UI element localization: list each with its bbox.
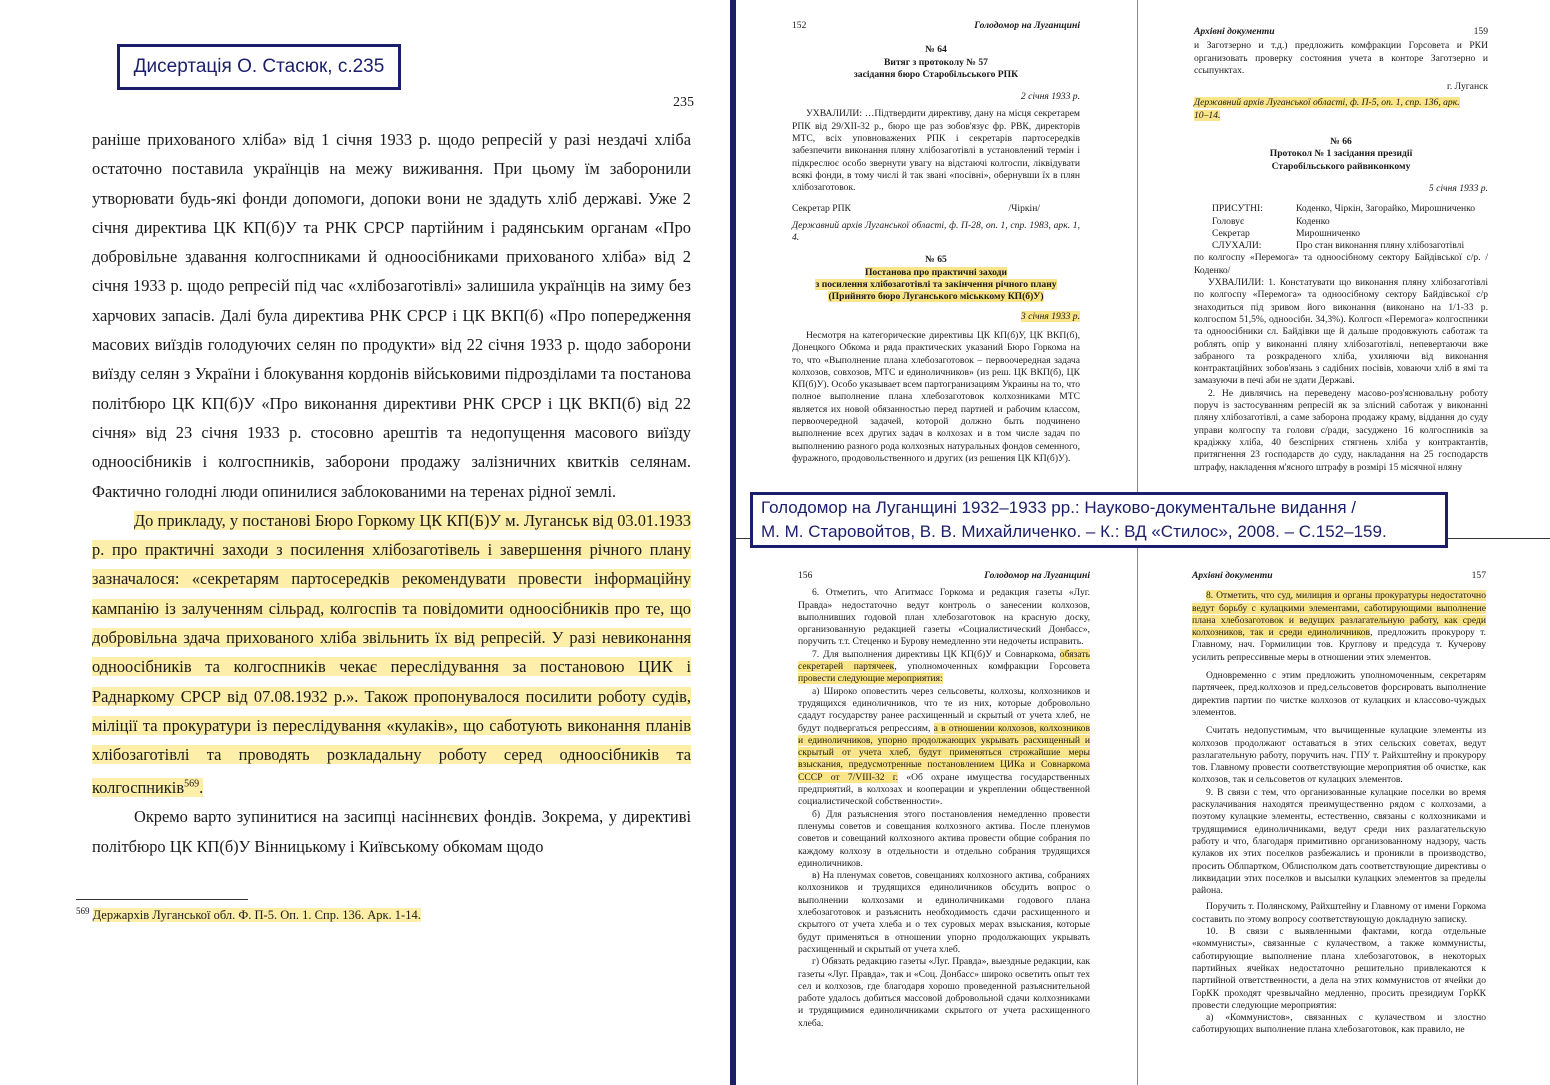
page-number: 159 bbox=[1473, 26, 1488, 37]
doc-text: УХВАЛИЛИ: …Підтвердити директиву, дану на місця секретарем РПК від 29/ХІІ-32 р., бюро ще раз зобов'язує фр. РВК, директорів МТС, всіх уповноважених РПК і секретарів партосередків забезпечити виконання пляну хлібозаготівлі в установлений термін і підкреслює особо звернути увагу на відстаючі колгоспи, ліквідувати всякі фонди, в тому числі й так звані «посівні», обернувши їх в плян хлібозаготовок. bbox=[792, 108, 1080, 194]
page-header bbox=[798, 570, 1090, 582]
doc-text: б) Для разъяснения этого постановления немедленно провести пленумы советов и совещания колхозного актива. После пленумов советов и совещаний колхозного актива провести общие собрания по каждому колхозу в отдельности и отдельно собрания трудящихся единоличников. bbox=[798, 808, 1090, 869]
citation-line: М. М. Старовойтов, В. В. Михайличенко. – К.: ВД «Стилос», 2008. – С.152–159. bbox=[761, 522, 1387, 541]
page-number: 156 bbox=[798, 570, 813, 581]
attendance-row: Головує Коденко bbox=[1212, 215, 1330, 227]
footnote-number: 569 bbox=[76, 906, 90, 916]
page-number: 157 bbox=[1471, 570, 1486, 581]
doc-text: 2. Не дивлячись на переведену масово-роз'яснювальну роботу поруч із застосуванням репресій як за злісний саботаж у виконанні пляну хлібозаготівлі, а саме заборона продажу краму, віддання до суду управи колгоспу та голови с/ради, засуджено 16 колгоспників за крадіжку хліба, 40 безспірних стягнень хліба у контрактантів, притягнення 23 господарств до суду, накладання на 25 господарств штрафу, накладення м'ясного штрафу в розмірі 15 місячної нляну bbox=[1194, 387, 1488, 473]
attendance-row: Секретар Мирошниченко bbox=[1212, 227, 1361, 239]
doc-title: Протокол № 1 засідання президії bbox=[1269, 148, 1413, 160]
attendance-row: СЛУХАЛИ: Про стан виконання пляну хлібозаготівлі bbox=[1212, 240, 1465, 252]
doc-text: и Заготзерно и т.д.) предложить комфракции Горсовета и РКИ организовать проверку состояния учета в конторе Заготзерно и ссыпунктах. bbox=[1194, 40, 1488, 76]
doc-text: Считать недопустимым, что вычищенные кулацкие элементы из колхозов продолжают оставаться в этих сельских советах, ведут разлагательную работу, поручить нач. ГПУ т. Райхштейну и прокурору тов. Главному провести соответствующие мероприятия об очистке, как колхозов, так и сельсоветов от кулацких элементов. bbox=[1192, 725, 1486, 786]
footnote-reference: 569 bbox=[184, 778, 200, 790]
doc-number: № 64 bbox=[925, 44, 947, 56]
doc-title: Старобільського райвиконкому bbox=[1271, 160, 1411, 172]
book-spine-bottom bbox=[1137, 548, 1138, 1085]
book-citation-box bbox=[750, 492, 1448, 548]
dissertation-body bbox=[92, 125, 691, 861]
dissertation-page-number: 235 bbox=[673, 95, 694, 110]
book-page-157 bbox=[1192, 570, 1486, 1037]
doc-text: а) Широко оповестить через сельсоветы, колхозы, колхозников и трудящихся единоличников, что те из них, которые добровольно сдадут государству ранее расхищенный и скрытый от учета хлеб, не будут подвергаться репрессиям, а в отношении колхозов, колхозников и единоличников, упорно продолжающих укрывать расхищенный и скрытый от учета хлеб, будут применяться строжайшие меры взыскания, предусмотренные постановлением ЦИКа и Совнаркома СССР от 7/VIII-32 г. «Об охране имущества государственных предприятий, в колхозах и кооперации и укреплении общественной социалистической собственности». bbox=[798, 685, 1091, 808]
running-title: Голодомор на Луганщині bbox=[974, 20, 1080, 31]
doc-title: засідання бюро Старобільського РПК bbox=[853, 68, 1019, 80]
doc-text: по колгоспу «Перемога» та одноосібному сектору Байдівської с/р. /Коденко/ bbox=[1194, 252, 1488, 276]
page-header bbox=[1192, 570, 1486, 582]
book-spine-top bbox=[1137, 0, 1138, 492]
highlighted-quote: До прикладу, у постанові Бюро Горкому ЦК КП(Б)У м. Луганськ від 03.01.1933 р. про практичні заходи з посилення хлібозаготівель і завершення річного плану зазначалося: «секретарям партосередків рекомендувати провести інформаційну кампанію із залученням сільрад, колгоспів та повідомити одноосібників про те, що добровільна здача прихованого хліба звільнить їх від репресій. У разі невиконання одноосібників та колгоспників чекає переслідування за постановою ЦИК і Раднаркому СРСР від 07.08.1932 р.». Також пропонувалося посилити роботу судів, міліції та прокуратури із переслідування «кулаків», що саботують виконання планів хлібозаготівлі та проводять розкладальну роботу серед одноосібників та колгоспників$^{569}$. bbox=[92, 510, 691, 797]
citation-line: Голодомор на Луганщині 1932–1933 рр.: Науково-документальне видання / bbox=[761, 498, 1357, 517]
doc-text: 10. В связи с выявленными фактами, когда отдельные «коммунисты», связанные с кулачеством, а также коммунисты, саботирующие выполнение плана хлебозаготовок, в некоторых партийных ячейках недостаточно решительно привлекаются к партийной ответственности, а дела на этих коммунистов от ячейки до ГорКК проходят чрезвычайно медленно, просить президиум ГорКК провести следующие мероприятия: bbox=[1192, 926, 1486, 1011]
doc-number: № 66 bbox=[1330, 136, 1352, 148]
doc-title: (Прийнято бюро Луганського міськкому КП(б)У) bbox=[828, 291, 1044, 303]
running-title: Голодомор на Луганщині bbox=[984, 570, 1090, 581]
attendance-row: ПРИСУТНІ: Коденко, Чіркін, Загорайко, Мирошниченко bbox=[1212, 203, 1476, 215]
footnote bbox=[76, 906, 421, 923]
doc-place: г. Луганск bbox=[1447, 81, 1488, 93]
doc-text: в) На пленумах советов, совещаниях колхозного актива, собраниях колхозников и трудящихся единоличников обсудить вопрос о выполнении колхозами и единоличниками годового плана хлебозаготовок и разъяснить необходимость сдачи расхищенного и скрытого от учета хлеба и о тех суровых мерах взыскания, которые будут применяться в отношении упорно продолжающих укрывать расхищенный и скрытый от учета хлеб. bbox=[798, 870, 1090, 955]
attendance-table bbox=[1212, 203, 1475, 252]
doc-number: № 65 bbox=[925, 254, 947, 266]
doc-text: Поручить т. Полянскому, Райхштейну и Главному от имени Горкома составить по этому вопросу соответствующую докладную записку. bbox=[1192, 901, 1486, 925]
doc-title: Постанова про практичні заходи bbox=[864, 266, 1008, 278]
doc-title: з посилення хлібозаготівлі та закінчення річного плану bbox=[815, 279, 1057, 291]
archive-reference: Державний архів Луганської області, ф. П-28, оп. 1, спр. 1983, арк. 1, 4. bbox=[792, 219, 1080, 244]
doc-text: УХВАЛИЛИ: 1. Констатувати що виконання пляну хлібозаготівлі по колгоспу «Перемога» та одноосібному сектору Байдівської с/р знаходиться під зривом його виконання (виконано на 1/1-33 р. колгоспом 51,5%, одноосібн. 34,3%). Колгосп «Перемога» колгоспники та одноосібники сл. Байдівки ще й дальше продовжують саботаж та роблять опір у виконанні пляну хлібозаготівлі, непевертаючи вже забраного та розкраденого хліба, ухиляючи від виконання контрактаційних зобов'язань з садібних посівів, ховаючи хліб в ямі та замазуючи в печі аби не здати Державі. bbox=[1194, 277, 1488, 387]
doc-date: 3 січня 1933 р. bbox=[1020, 310, 1080, 322]
book-page-159 bbox=[1194, 26, 1488, 474]
doc-text: г) Обязать редакцию газеты «Луг. Правда», выездные редакции, как газеты «Луг. Правда», так и «Соц. Донбасс» широко осветить опыт тех сел и колхозов, где благодаря хорошо проведенной разъяснительной работе удалось добиться массовой добровольной сдачи колхозниками и трудящимися единоличниками скрытого от учета расхищенного хлеба. bbox=[798, 956, 1090, 1029]
doc-text: Одновременно с этим предложить уполномоченным, секретарям партячеек, пред.колхозов и пред.сельсоветов форсировать выполнение директив партии по чистке колхозов от кулацких и классово-чуждых элементов. bbox=[1192, 670, 1486, 718]
page-header bbox=[792, 20, 1080, 32]
archive-reference: Державний архів Луганської області, ф. П-5, оп. 1, спр. 136, арк. 10–14. bbox=[1194, 97, 1460, 121]
doc-text: 7. Для выполнения директивы ЦК КП(б)У и Совнаркома, обязать секретарей партячеек, уполномоченных комфракции Горсовета провести следующие мероприятия: bbox=[798, 648, 1090, 685]
doc-date: 5 січня 1933 р. bbox=[1428, 182, 1488, 194]
signature: Секретар РПК /Чіркін/ bbox=[792, 202, 1040, 214]
dissertation-paragraph-2 bbox=[92, 506, 691, 802]
doc-text: 8. Отметить, что суд, милиция и органы прокуратуры недостаточно ведут борьбу с кулацкими элементами, саботирующими выполнение плана хлебозаготовок и ведущих разлагательную работу, как среди колхозников, так и среди единоличников, предложить прокурору т. Главному, нач. Гормилиции тов. Круглову и предсуда т. Кучерову усилить репрессивные меры в отношении этих элементов. bbox=[1192, 590, 1486, 663]
doc-title: Витяг з протоколу № 57 bbox=[884, 56, 988, 68]
book-page-156 bbox=[798, 570, 1090, 1030]
book-page-152 bbox=[792, 20, 1080, 465]
main-divider bbox=[730, 0, 736, 1085]
running-title: Архівні документи bbox=[1194, 26, 1275, 37]
page-number: 152 bbox=[792, 20, 807, 31]
doc-text: 9. В связи с тем, что организованные кулацкие поселки во время раскулачивания находятся преимущественно рядом с колхозами, а поэтому кулацкие элементы, естественно, связаны с колхозниками и трудящимися единоличниками, ведут среди них разлагательскую работу и что, благодаря примитивно организованному надзору, часть кулаков их этих поселков разбежались и проникли в производство, просить Облпартком, Облисполком дать соответствующие директивы о ликвидации этих поселков и высылки кулацких элементов за пределы района. bbox=[1192, 786, 1486, 897]
dissertation-paragraph-1: раніше прихованого хліба» від 1 січня 1933 р. щодо репресій у разі нездачі хліба остаточно поставила українців на межу виживання. При цьому їм заборонили утворювати будь-які фонди допомоги, допоки вони не здадуть хліб державі. Уже 2 січня директива ЦК КП(б)У та РНК СРСР партійним і радянським органам «Про добровільне здавання колгоспниками й одноосібниками прихованого хліба» від 2 січня 1933 р. щодо репресій під час «хлібозаготівлі» залишила українців на зиму без харчових запасів. Далі була директива РНК СРСР і ЦК ВКП(б) «Про попередження масових виїздів голодуючих селян по продукти» від 22 січня 1933 р. щодо заборони виїзду селян з України і блокування кордонів військовими підрозділами та постанова політбюро ЦК КП(б)У «Про виконання директиви РНК СРСР і ЦК ВКП(б) від 22 січня» від 23 січня 1933 р. стосовно арештів та недопущення масового виїзду одноосібників і колгоспників, заборони продажу залізничних квитків селянам. Фактично голодні люди опинилися заблокованими на теренах рідної землі. bbox=[92, 130, 691, 501]
footnote-text: Держархів Луганської обл. Ф. П-5. Оп. 1. Спр. 136. Арк. 1-14. bbox=[92, 908, 421, 923]
doc-text: Несмотря на категорические директивы ЦК КП(б)У, ЦК ВКП(б), Донецкого Обкома и ряда практических указаний Бюро Горкома на то, что «Выполнение плана хлебозаготовок – первоочередная задача колхозов, совхозов, МТС и единоличников» (из реш. ЦК ВКП(б), ЦК КП(б)У). Особо указывает всем партогранизациям Украины на то, что полное выполнение плана хлебозаготовок колхозниками МТС является их новой обязанностью перед партией и рабочим классом, первоочередной задачей, которой должно быть подчинено выполнение всех других задач в колхозах и в том числе задач по выполнению разного рода колхозных натуральных фондов семенного, фуражного, продовольственного и других (из решения ЦК КП(б)У). bbox=[792, 329, 1080, 464]
dissertation-paragraph-3: Окремо варто зупинитися на засипці насіннєвих фондів. Зокрема, у директиві політбюро ЦК КП(б)У Вінницькому і Київському обкомам щодо bbox=[92, 807, 691, 856]
footnote-divider bbox=[76, 899, 248, 900]
doc-text: 6. Отметить, что Агитмасс Горкома и редакция газеты «Луг. Правда» недостаточно ведут контроль о занесении колхозов, выполнивших годовой план хлебозаготовок на красную доску, организованную редакцией газеты «Социалистический Донбасс», поручить т.т. Стеценко и Бурову немедленно эти недочеты исправить. bbox=[798, 587, 1090, 648]
dissertation-source-label: Дисертація О. Стасюк, с.235 bbox=[117, 44, 401, 90]
doc-date: 2 січня 1933 р. bbox=[1020, 91, 1080, 103]
page-header bbox=[1194, 26, 1488, 38]
running-title: Архівні документи bbox=[1192, 570, 1273, 581]
doc-text: а) «Коммунистов», связанных с кулачеством и злостно саботирующих выполнение плана хлебозаготовок, как правило, не bbox=[1192, 1012, 1486, 1036]
